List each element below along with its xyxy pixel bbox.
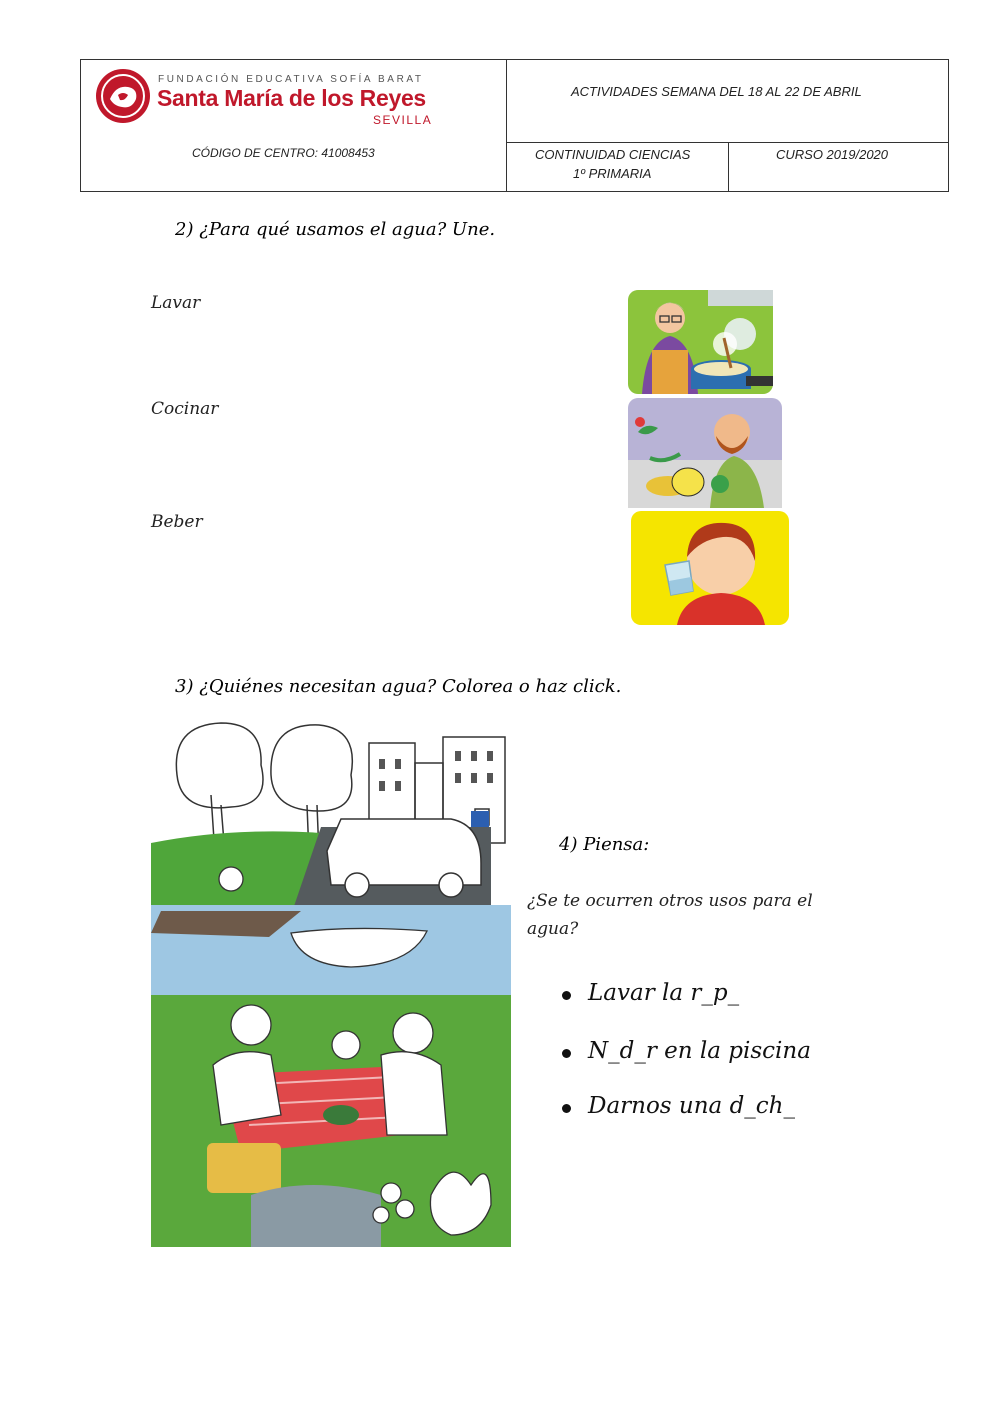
- section4-title: 4) Piensa:: [559, 834, 650, 855]
- list-item-2[interactable]: N_d_r en la piscina: [588, 1038, 811, 1064]
- section4-question-line1: ¿Se te ocurren otros usos para el: [527, 891, 813, 911]
- bullet-icon: [562, 1104, 571, 1113]
- bullet-icon: [562, 1049, 571, 1058]
- bullet-icon: [562, 991, 571, 1000]
- header-divider-horizontal: [506, 142, 948, 143]
- school-logo: [94, 67, 152, 125]
- word-cocinar[interactable]: Cocinar: [151, 399, 219, 419]
- subject-line1: CONTINUIDAD CIENCIAS: [535, 147, 691, 162]
- school-name: Santa María de los Reyes: [157, 85, 426, 111]
- washing-picture[interactable]: [628, 398, 782, 508]
- section3-title: 3) ¿Quiénes necesitan agua? Colorea o haz click.: [175, 676, 622, 697]
- week-title: ACTIVIDADES SEMANA DEL 18 AL 22 DE ABRIL: [571, 84, 862, 99]
- section4-question-line2: agua?: [527, 919, 579, 939]
- school-city: SEVILLA: [373, 113, 433, 127]
- park-scene-picture[interactable]: [151, 715, 511, 1247]
- list-item-3[interactable]: Darnos una d_ch_: [588, 1093, 795, 1119]
- course-year: CURSO 2019/2020: [776, 147, 889, 162]
- center-code: CÓDIGO DE CENTRO: 41008453: [192, 146, 375, 160]
- header-divider-vertical: [506, 60, 507, 191]
- list-item-1[interactable]: Lavar la r_p_: [588, 980, 740, 1006]
- word-lavar[interactable]: Lavar: [151, 293, 201, 313]
- subject-line2: 1º PRIMARIA: [573, 166, 652, 181]
- section2-title: 2) ¿Para qué usamos el agua? Une.: [175, 219, 496, 240]
- drinking-picture[interactable]: [631, 511, 789, 625]
- foundation-name: FUNDACIÓN EDUCATIVA SOFÍA BARAT: [158, 74, 424, 85]
- cooking-picture[interactable]: [628, 290, 773, 394]
- header-divider-vertical-2: [728, 142, 729, 191]
- word-beber[interactable]: Beber: [151, 512, 203, 532]
